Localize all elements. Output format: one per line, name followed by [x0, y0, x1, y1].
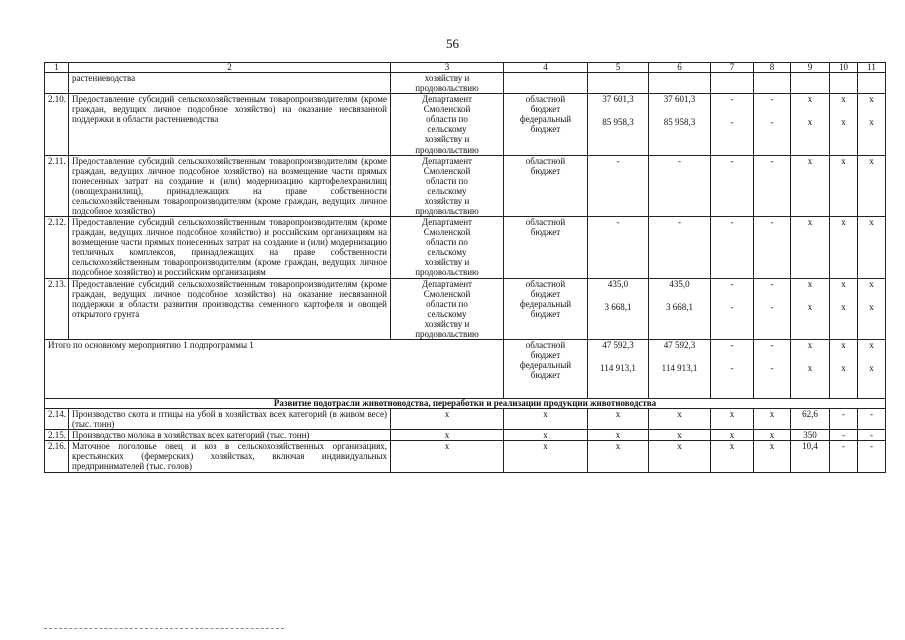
indicator-value: х: [391, 441, 504, 472]
total-c10: [830, 340, 858, 399]
indicator-value: х: [649, 441, 711, 472]
executor-line: Департамент: [422, 155, 472, 166]
total-label: Итого по основному мероприятию 1 подпрограммы 1: [45, 340, 504, 399]
total-c11-item: х: [869, 363, 874, 374]
value-c8-item: -: [770, 217, 774, 228]
total-c7-item: -: [730, 340, 734, 351]
value-c9-item: х: [807, 94, 813, 105]
funding-source-item: областной бюджет: [525, 278, 566, 299]
indicator-name: Производство молока в хозяйствах всех категорий (тыс. тонн): [69, 430, 391, 441]
executor-line: Департамент: [422, 278, 472, 289]
total-c5: [588, 340, 649, 399]
value-c6-item: 3 668,1: [666, 301, 693, 312]
value-c9: [791, 278, 830, 339]
executor-line: хозяйству и: [424, 73, 470, 83]
table-body: [45, 63, 886, 473]
executor: [391, 217, 504, 278]
indicator-name: Маточное поголовье овец и коз в сельскохозяйственных организациях, крестьянских (фермерских) хозяйствах, включая индивидуальных предпринимателей (тыс. голов): [69, 441, 391, 472]
indicator-value: х: [649, 409, 711, 430]
indicator-row: [45, 409, 886, 430]
value-c5: [588, 94, 649, 155]
value-c11-item: х: [869, 117, 874, 128]
value-c10: [830, 73, 858, 94]
measure-name: Предоставление субсидий сельскохозяйственным товаропроизводителям (кроме граждан, ведущих личное подсобное хозяйство) на оказание несвязанной поддержки в области развития производства семенного картофеля и овощей открытого грунта: [69, 278, 391, 339]
executor-line: хозяйству и: [424, 134, 470, 145]
executor: [391, 73, 504, 94]
value-c8: [754, 278, 791, 339]
indicator-row: [45, 441, 886, 472]
value-c9-item: х: [807, 217, 813, 228]
funding-source-item: областной бюджет: [525, 155, 566, 176]
value-c8: [754, 155, 791, 216]
table-row: [45, 217, 886, 278]
value-c8-item: -: [770, 278, 774, 289]
value-c10: [830, 94, 858, 155]
indicator-value: -: [858, 409, 886, 430]
indicator-value: -: [830, 430, 858, 441]
funding-source-item: областной бюджет: [525, 217, 566, 238]
total-c9: [791, 340, 830, 399]
program-table: [44, 62, 886, 473]
row-number: 2.14.: [45, 409, 69, 430]
value-c11-item: х: [869, 278, 874, 289]
value-c5: [588, 217, 649, 278]
value-c9: [791, 73, 830, 94]
total-c11-item: х: [869, 340, 874, 351]
value-c7: [711, 217, 754, 278]
value-c7-item: -: [730, 278, 734, 289]
executor-line: хозяйству и: [424, 257, 470, 268]
value-c6: [649, 278, 711, 339]
column-number-row: [45, 63, 886, 73]
value-c8: [754, 217, 791, 278]
funding-source-item: федеральный бюджет: [519, 298, 572, 319]
value-c6-item: -: [678, 217, 681, 228]
executor: [391, 155, 504, 216]
value-c11-item: х: [869, 155, 874, 166]
indicator-value: х: [754, 441, 791, 472]
value-c10-item: х: [841, 301, 846, 312]
column-number: 1: [45, 63, 69, 73]
executor-line: Смоленской: [423, 227, 471, 238]
value-c11-item: х: [869, 217, 874, 228]
value-c11: [858, 155, 886, 216]
value-c9-item: х: [807, 155, 813, 166]
value-c8-item: -: [770, 117, 774, 128]
measure-name: Предоставление субсидий сельскохозяйственным товаропроизводителям (кроме граждан, ведущих личное подсобное хозяйство) на оказание несвязанной поддержки в области растениеводства: [69, 94, 391, 155]
executor-line: Смоленской: [423, 104, 471, 115]
total-c8: [754, 340, 791, 399]
value-c6-item: 85 958,3: [663, 117, 696, 128]
table-row: [45, 278, 886, 339]
value-c10-item: х: [841, 217, 846, 228]
executor: [391, 278, 504, 339]
value-c5-item: 435,0: [607, 278, 629, 289]
indicator-value: х: [588, 430, 649, 441]
footer-divider: [44, 628, 284, 631]
value-c8-item: -: [770, 301, 774, 312]
value-c5-item: 85 958,3: [602, 117, 634, 128]
value-c7-item: -: [730, 117, 734, 128]
total-c7: [711, 340, 754, 399]
value-c6: [649, 73, 711, 94]
indicator-value: 62,6: [791, 409, 830, 430]
value-c11: [858, 73, 886, 94]
total-c5-item: 114 913,1: [600, 363, 636, 374]
value-c7-item: -: [730, 155, 734, 166]
indicator-value: х: [588, 441, 649, 472]
indicator-value: х: [711, 430, 754, 441]
row-number: 2.12.: [45, 217, 69, 278]
indicator-value: -: [858, 441, 886, 472]
total-c6-item: 114 913,1: [661, 363, 698, 374]
funding-source-item: федеральный бюджет: [519, 114, 572, 135]
funding-source: [504, 217, 588, 278]
measure-name: Предоставление субсидий сельскохозяйственным товаропроизводителям (кроме граждан, ведущих личное подсобное хозяйство) на возмещение части прямых понесенных затрат на создание и (или) модернизацию картофелехранилищ (овощехранилищ), принадлежащих на праве собственности сельскохозяйственным товаропроизводителям (кроме граждан, ведущих личное подсобное хозяйство): [69, 155, 391, 216]
funding-source-item: федеральный бюджет: [519, 360, 572, 381]
total-c7-item: -: [730, 363, 734, 374]
value-c9-item: х: [807, 278, 813, 289]
measure-name: растениеводства: [69, 73, 391, 94]
executor-line: сельскому: [427, 124, 467, 135]
total-c8-item: -: [770, 340, 774, 351]
indicator-value: х: [754, 430, 791, 441]
funding-source: [504, 340, 588, 399]
value-c7-item: -: [730, 301, 734, 312]
value-c5-item: -: [616, 217, 620, 228]
value-c5-item: 37 601,3: [602, 94, 634, 105]
indicator-value: х: [391, 409, 504, 430]
total-c9-item: х: [807, 363, 813, 374]
indicator-row: [45, 430, 886, 441]
executor-line: продовольствию: [415, 144, 479, 155]
executor-line: продовольствию: [415, 267, 479, 278]
total-c6: [649, 340, 711, 399]
value-c6: [649, 94, 711, 155]
value-c7-item: -: [730, 217, 734, 228]
total-c8-item: -: [770, 363, 774, 374]
value-c9: [791, 155, 830, 216]
row-number: 2.10.: [45, 94, 69, 155]
value-c11-item: х: [869, 301, 874, 312]
value-c7: [711, 278, 754, 339]
value-c8: [754, 94, 791, 155]
executor-line: сельскому: [427, 247, 467, 258]
section-row: [45, 399, 886, 409]
value-c7: [711, 155, 754, 216]
executor-line: Департамент: [422, 94, 472, 105]
row-number: 2.13.: [45, 278, 69, 339]
total-c10-item: х: [841, 340, 846, 351]
row-number: 2.15.: [45, 430, 69, 441]
row-number: [45, 73, 69, 94]
total-c5-item: 47 592,3: [602, 340, 634, 351]
executor-line: области по: [426, 114, 468, 125]
value-c10-item: х: [841, 117, 846, 128]
executor-line: хозяйству и: [424, 195, 470, 206]
column-number: 6: [649, 63, 711, 73]
row-number: 2.16.: [45, 441, 69, 472]
column-number: 3: [391, 63, 504, 73]
executor-line: Департамент: [422, 217, 472, 228]
funding-source: [504, 94, 588, 155]
funding-source-item: областной бюджет: [525, 94, 566, 115]
column-number: 2: [69, 63, 391, 73]
executor-line: области по: [426, 298, 468, 309]
value-c10: [830, 278, 858, 339]
value-c10: [830, 217, 858, 278]
table-row: [45, 94, 886, 155]
value-c6-item: -: [678, 155, 681, 166]
indicator-value: -: [858, 430, 886, 441]
section-title: Развитие подотрасли животноводства, переработки и реализации продукции животноводства: [45, 399, 886, 409]
value-c8: [754, 73, 791, 94]
value-c8-item: -: [770, 155, 774, 166]
total-c6-item: 47 592,3: [663, 340, 696, 351]
indicator-value: -: [830, 441, 858, 472]
indicator-value: х: [588, 409, 649, 430]
indicator-value: х: [504, 441, 588, 472]
executor-line: сельскому: [427, 308, 467, 319]
value-c9-item: х: [807, 301, 813, 312]
page-number: 56: [446, 36, 459, 51]
column-number: 5: [588, 63, 649, 73]
total-c9-item: х: [807, 340, 813, 351]
column-number: 11: [858, 63, 886, 73]
funding-source: [504, 73, 588, 94]
value-c9-item: х: [807, 117, 813, 128]
column-number: 7: [711, 63, 754, 73]
table-row: [45, 73, 886, 94]
indicator-value: -: [830, 409, 858, 430]
executor-line: Смоленской: [423, 288, 471, 299]
funding-source-item: областной бюджет: [525, 340, 566, 361]
measure-name: Предоставление субсидий сельскохозяйственным товаропроизводителям (кроме граждан, ведущих личное подсобное хозяйство) и российским организациям на возмещение части прямых понесенных затрат на создание и (или) модернизацию тепличных комплексов, принадлежащих на праве собственности сельскохозяйственным товаропроизводителям (кроме граждан, ведущих личное подсобное хозяйство) и российским организациям: [69, 217, 391, 278]
indicator-value: х: [649, 430, 711, 441]
value-c10-item: х: [841, 278, 846, 289]
value-c5-item: 3 668,1: [604, 301, 632, 312]
value-c6: [649, 217, 711, 278]
indicator-value: 10,4: [791, 441, 830, 472]
funding-source: [504, 278, 588, 339]
funding-source: [504, 155, 588, 216]
executor-line: области по: [426, 237, 468, 248]
value-c7: [711, 73, 754, 94]
value-c7: [711, 94, 754, 155]
value-c10-item: х: [841, 94, 846, 105]
column-number: 10: [830, 63, 858, 73]
value-c5: [588, 73, 649, 94]
executor: [391, 94, 504, 155]
executor-line: области по: [426, 175, 468, 186]
value-c6-item: 37 601,3: [663, 94, 696, 105]
total-row: [45, 340, 886, 399]
indicator-value: х: [754, 409, 791, 430]
executor-line: продовольствию: [415, 206, 479, 217]
value-c5: [588, 278, 649, 339]
value-c11: [858, 217, 886, 278]
value-c9: [791, 217, 830, 278]
indicator-value: 350: [791, 430, 830, 441]
value-c7-item: -: [730, 94, 734, 105]
value-c11: [858, 94, 886, 155]
indicator-name: Производство скота и птицы на убой в хозяйствах всех категорий (в живом весе) (тыс. тонн): [69, 409, 391, 430]
indicator-value: х: [504, 430, 588, 441]
value-c9: [791, 94, 830, 155]
value-c10: [830, 155, 858, 216]
value-c8-item: -: [770, 94, 774, 105]
value-c6-item: 435,0: [669, 278, 690, 289]
executor-line: продовольствию: [415, 83, 479, 94]
value-c10-item: х: [841, 155, 846, 166]
indicator-value: х: [504, 409, 588, 430]
table-row: [45, 155, 886, 216]
indicator-value: х: [391, 430, 504, 441]
indicator-value: х: [711, 441, 754, 472]
value-c6: [649, 155, 711, 216]
executor-line: сельскому: [427, 185, 467, 196]
value-c5-item: -: [616, 155, 620, 166]
value-c11: [858, 278, 886, 339]
executor-line: продовольствию: [415, 328, 479, 339]
executor-line: хозяйству и: [424, 318, 470, 329]
column-number: 9: [791, 63, 830, 73]
column-number: 8: [754, 63, 791, 73]
value-c11-item: х: [869, 94, 874, 105]
executor-line: Смоленской: [423, 165, 471, 176]
total-c10-item: х: [841, 363, 846, 374]
total-c11: [858, 340, 886, 399]
column-number: 4: [504, 63, 588, 73]
value-c5: [588, 155, 649, 216]
row-number: 2.11.: [45, 155, 69, 216]
indicator-value: х: [711, 409, 754, 430]
